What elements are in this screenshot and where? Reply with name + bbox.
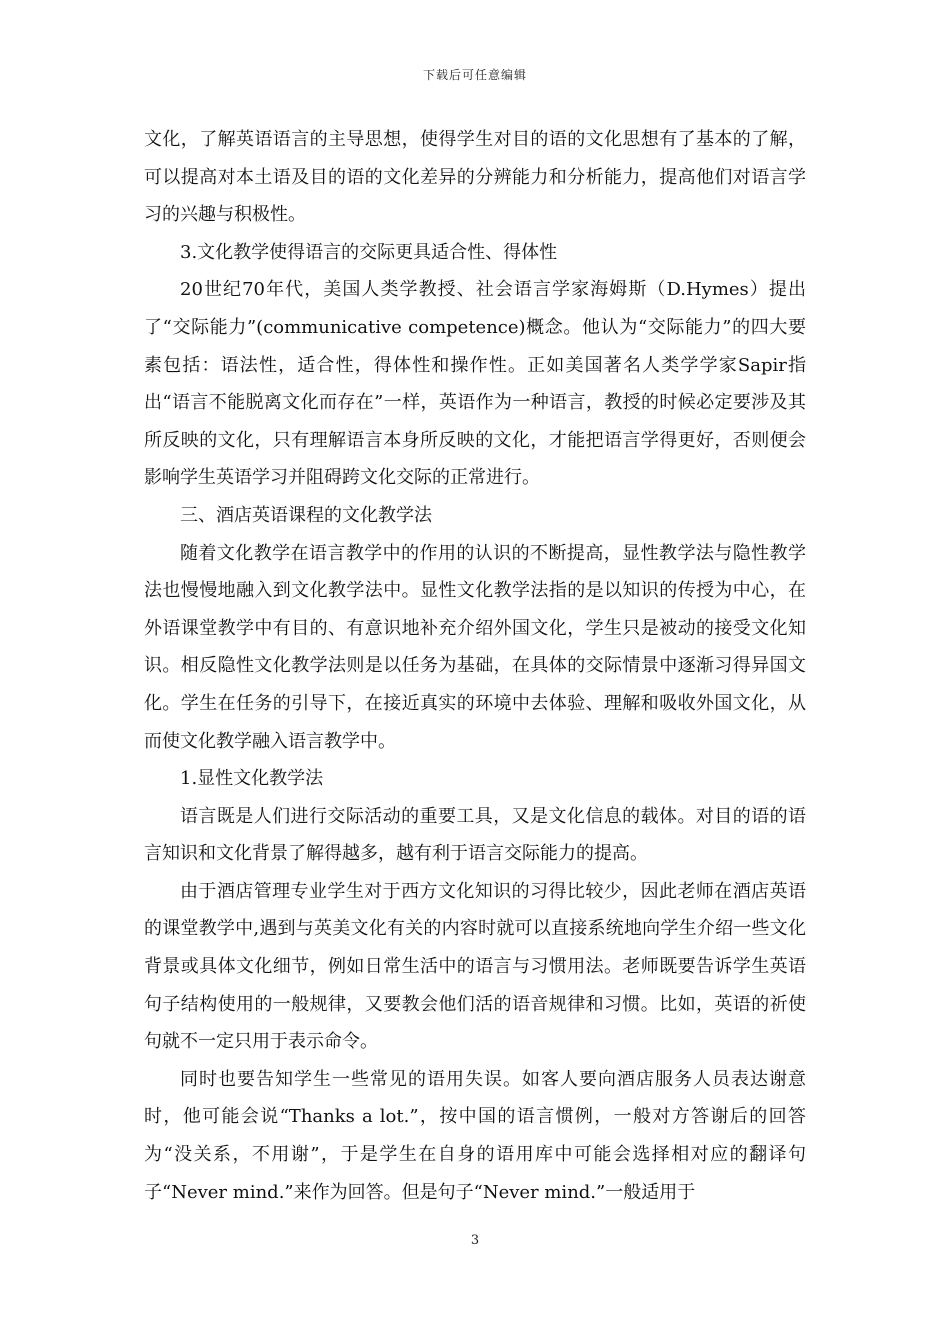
document-body (144, 121, 806, 1211)
paragraph-teaching-methods: 随着文化教学在语言教学中的作用的认识的不断提高，显性教学法与隐性教学法也慢慢地融入到文化教学法中。显性文化教学法指的是以知识的传授为中心，在外语课堂教学中有目的、有意识地补充介绍外国文化，学生只是被动的接受文化知识。相反隐性文化教学法则是以任务为基础，在具体的交际情景中逐渐习得异国文化。学生在任务的引导下，在接近真实的环境中去体验、理解和吸收外国文化，从而使文化教学融入语言教学中。 (144, 542, 806, 752)
paragraph-hotel-students: 由于酒店管理专业学生对于西方文化知识的习得比较少，因此老师在酒店英语的课堂教学中,遇到与英美文化有关的内容时就可以直接系统地向学生介绍一些文化背景或具体文化细节，例如日常生活中的语言与习惯用法。老师既要告诉学生英语句子结构使用的一般规律，又要教会他们活的语音规律和习惯。比如，英语的祈使句就不一定只用于表示命令。 (144, 880, 806, 1053)
paragraph-communicative-competence: 20世纪70年代，美国人类学教授、社会语言学家海姆斯（D.Hymes）提出了“交际能力”(communicative competence)概念。他认为“交际能力”的四大要素包括：语法性，适合性，得体性和操作性。正如美国著名人类学学家Sapir指出“语言不能脱离文化而存在”一样，英语作为一种语言，教授的时候必定要涉及其所反映的文化，只有理解语言本身所反映的文化，才能把语言学得更好，否则便会影响学生英语学习并阻碍跨文化交际的正常进行。 (144, 279, 806, 489)
page-header: 下载后可任意编辑 (422, 68, 527, 82)
section-heading-part-three: 三、酒店英语课程的文化教学法 (180, 504, 432, 526)
paragraph-language-tool: 语言既是人们进行交际活动的重要工具，又是文化信息的载体。对目的语的语言知识和文化背景了解得越多，越有利于语言交际能力的提高。 (144, 805, 806, 865)
paragraph-continuation: 文化，了解英语语言的主导思想，使得学生对目的语的文化思想有了基本的了解，可以提高对本土语及目的语的文化差异的分辨能力和分析能力，提高他们对语言学习的兴趣与积极性。 (144, 129, 806, 226)
paragraph-pragmatic-errors: 同时也要告知学生一些常见的语用失误。如客人要向酒店服务人员表达谢意时，他可能会说“Thanks a lot.”，按中国的语言惯例，一般对方答谢后的回答为“没关系，不用谢”，于是学生在自身的语用库中可能会选择相对应的翻译句子“Never mind.”来作为回答。但是句子“Never mind.”一般适用于 (144, 1068, 806, 1203)
section-heading-3: 3.文化教学使得语言的交际更具适合性、得体性 (180, 241, 558, 263)
page-number: 3 (470, 1233, 480, 1248)
section-heading-explicit-method: 1.显性文化教学法 (180, 768, 324, 790)
